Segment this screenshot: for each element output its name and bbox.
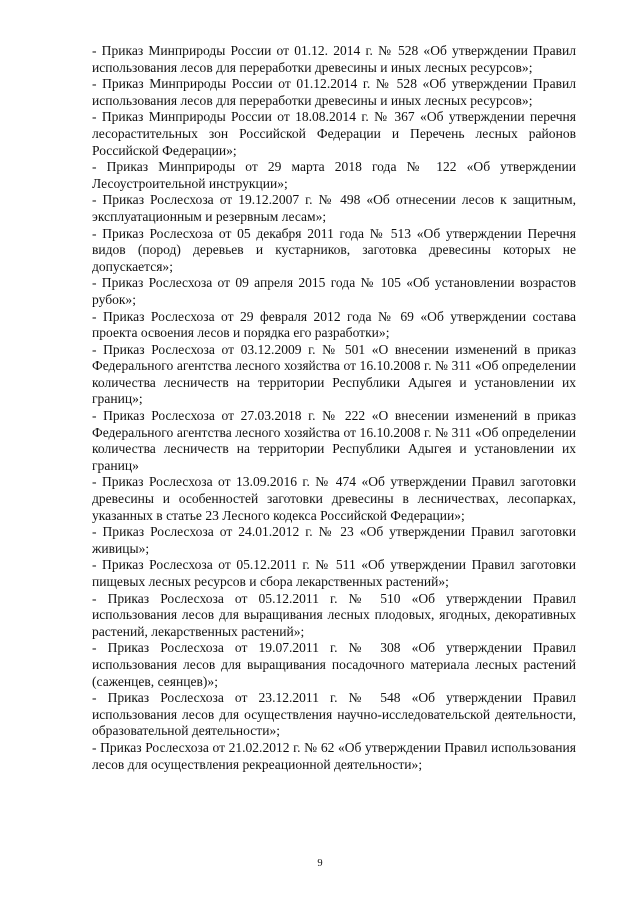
list-item: - Приказ Рослесхоза от 05.12.2011 г. № 510 «Об утверждении Правил использования лесов для выращивания лесных плодовых, ягодных, декоративных растений, лекарственных растений»; [92,590,576,639]
list-item: - Приказ Рослесхоза от 19.07.2011 г. № 308 «Об утверждении Правил использования лесов для выращивания посадочного материала лесных растений (саженцев, сеянцев)»; [92,640,576,689]
list-item: - Приказ Минприроды от 29 марта 2018 года № 122 «Об утверждении Лесоустроительной инструкции»; [92,159,576,191]
list-item: - Приказ Рослесхоза от 21.02.2012 г. № 62 «Об утверждении Правил использования лесов для осуществления рекреационной деятельности»; [92,739,576,772]
list-item: - Приказ Рослесхоза от 05 декабря 2011 года № 513 «Об утверждении Перечня видов (пород) деревьев и кустарников, заготовка древесины которых не допускается»; [92,225,576,274]
list-item: - Приказ Рослесхоза от 24.01.2012 г. № 23 «Об утверждении Правил заготовки живицы»; [92,524,576,556]
list-item: - Приказ Рослесхоза от 05.12.2011 г. № 511 «Об утверждении Правил заготовки пищевых лесных ресурсов и сбора лекарственных растений»; [92,557,576,589]
list-item: - Приказ Рослесхоза от 23.12.2011 г. № 548 «Об утверждении Правил использования лесов для осуществления научно-исследовательской деятельности, образовательной деятельности»; [92,690,576,739]
list-item: - Приказ Рослесхоза от 19.12.2007 г. № 498 «Об отнесении лесов к защитным, эксплуатационным и резервным лесам»; [92,192,576,224]
list-item: - Приказ Минприроды России от 01.12.2014 г. № 528 «Об утверждении Правил использования лесов для переработки древесины и иных лесных ресурсов»; [92,76,576,108]
list-item: - Приказ Минприроды России от 01.12. 2014 г. № 528 «Об утверждении Правил использования лесов для переработки древесины и иных лесных ресурсов»; [92,43,576,75]
list-item: - Приказ Минприроды России от 18.08.2014 г. № 367 «Об утверждении перечня лесорастительных зон Российской Федерации и Перечень лесных районов Российской Федерации»; [92,109,576,158]
document-body [92,43,576,773]
page-number: 9 [317,858,323,869]
list-item: - Приказ Рослесхоза от 27.03.2018 г. № 222 «О внесении изменений в приказ Федерального агентства лесного хозяйства от 16.10.2008 г. № 311 «Об определении количества лесничеств на территории Республики Адыгея и установлении их границ» [92,408,576,473]
list-item: - Приказ Рослесхоза от 13.09.2016 г. № 474 «Об утверждении Правил заготовки древесины и особенностей заготовки древесины в лесничествах, лесопарках, указанных в статье 23 Лесного кодекса Российской Федерации»; [92,474,576,523]
list-item: - Приказ Рослесхоза от 03.12.2009 г. № 501 «О внесении изменений в приказ Федерального агентства лесного хозяйства от 16.10.2008 г. № 311 «Об определении количества лесничеств на территории Республики Адыгея и установлении их границ»; [92,341,576,407]
list-item: - Приказ Рослесхоза от 29 февраля 2012 года № 69 «Об утверждении состава проекта освоения лесов и порядка его разработки»; [92,308,576,341]
list-item: - Приказ Рослесхоза от 09 апреля 2015 года № 105 «Об установлении возрастов рубок»; [92,275,576,307]
